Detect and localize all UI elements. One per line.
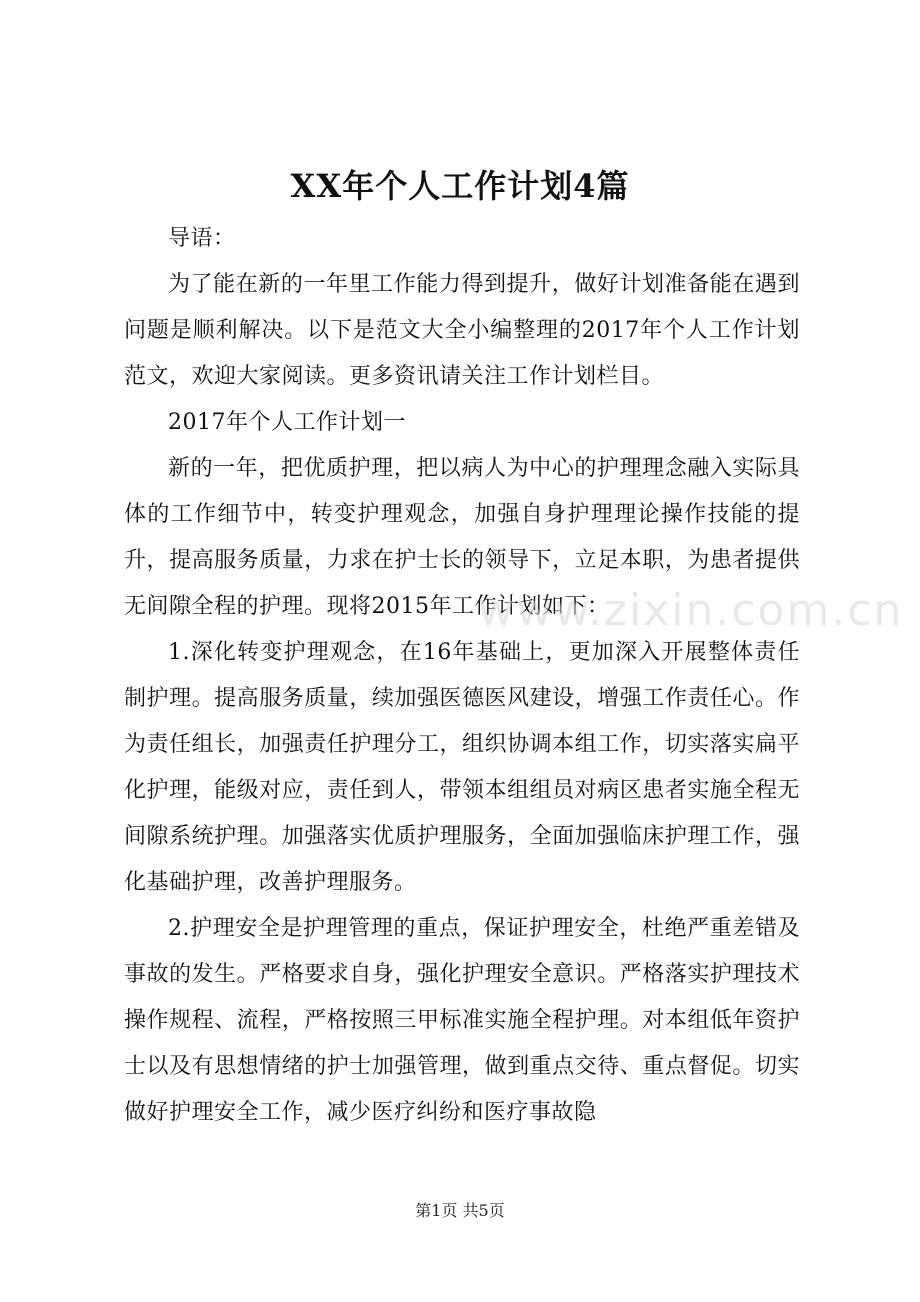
paragraph-item-2: 2.护理安全是护理管理的重点，保证护理安全，杜绝严重差错及事故的发生。严格要求自身，强化护理安全意识。严格落实护理技术操作规程、流程，严格按照三甲标准实施全程护理。对本组低年资护士以及有思想情绪的护士加强管理，做到重点交待、重点督促。切实做好护理安全工作，减少医疗纠纷和医疗事故隐 bbox=[124, 916, 800, 1125]
document-title: XX年个人工作计划4篇 bbox=[290, 167, 630, 205]
page-number-footer: 第1页 共5页 bbox=[415, 1201, 505, 1220]
document-body bbox=[124, 216, 800, 1136]
paragraph-overview: 新的一年，把优质护理，把以病人为中心的护理理念融入实际具体的工作细节中，转变护理观念，加强自身护理理论操作技能的提升，提高服务质量，力求在护士长的领导下，立足本职，为患者提供无间隙全程的护理。现将2015年工作计划如下： bbox=[124, 456, 800, 619]
paragraph-intro-label: 导语： bbox=[168, 226, 236, 251]
section-heading: 2017年个人工作计划一 bbox=[168, 410, 406, 435]
watermark: www.zixin.com.cn bbox=[478, 585, 904, 636]
paragraph-intro: 为了能在新的一年里工作能力得到提升，做好计划准备能在遇到问题是顺利解决。以下是范文大全小编整理的2017年个人工作计划范文，欢迎大家阅读。更多资讯请关注工作计划栏目。 bbox=[124, 272, 800, 389]
paragraph-item-1: 1.深化转变护理观念，在16年基础上，更加深入开展整体责任制护理。提高服务质量，续加强医德医风建设，增强工作责任心。作为责任组长，加强责任护理分工，组织协调本组工作，切实落实扁平化护理，能级对应，责任到人，带领本组组员对病区患者实施全程无间隙系统护理。加强落实优质护理服务，全面加强临床护理工作，强化基础护理，改善护理服务。 bbox=[124, 640, 800, 895]
